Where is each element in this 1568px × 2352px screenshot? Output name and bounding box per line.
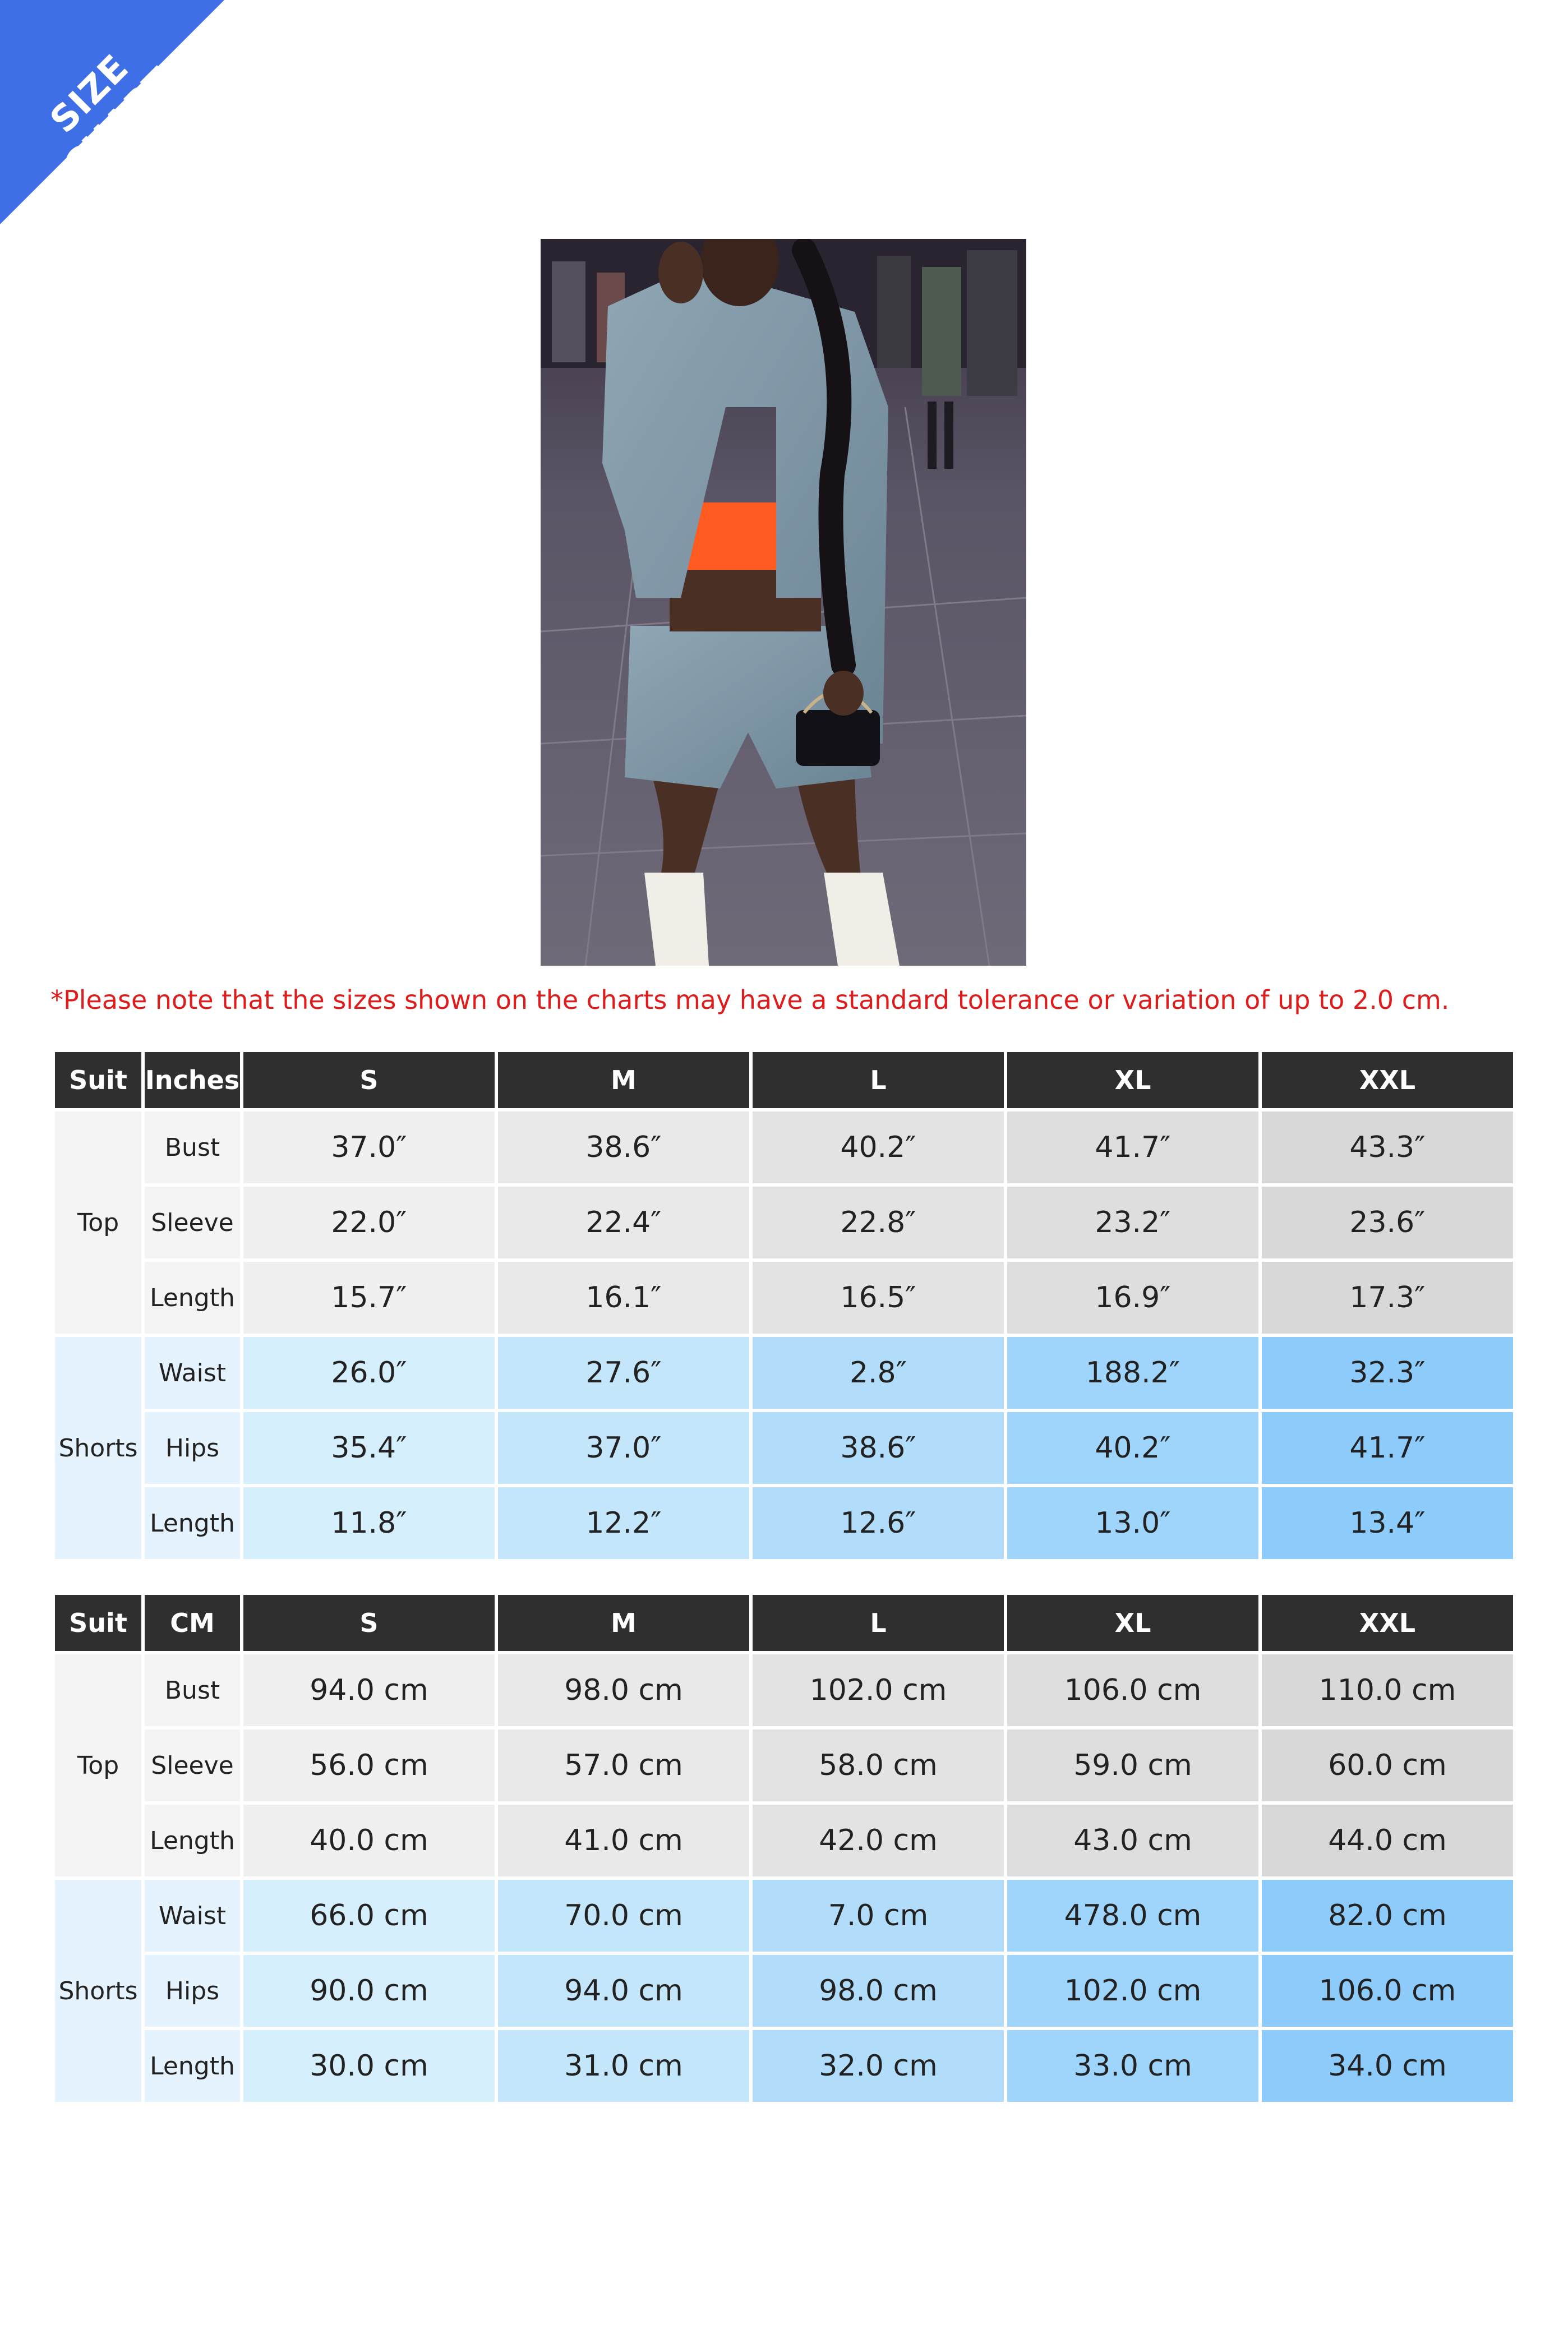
table-cell: 32.0 cm [753, 2030, 1004, 2102]
header-size-xxl: XXL [1262, 1595, 1513, 1651]
size-chart-badge-label: SIZE CHART [42, 47, 182, 187]
table-row [55, 1805, 1513, 1876]
table-cell: 60.0 cm [1262, 1730, 1513, 1801]
header-size-xl: XL [1007, 1595, 1258, 1651]
table-cell: 32.3″ [1262, 1337, 1513, 1409]
table-cell: 102.0 cm [753, 1654, 1004, 1726]
table-cell: 90.0 cm [243, 1955, 495, 2027]
table-header-row [55, 1595, 1513, 1651]
row-label: Hips [145, 1955, 240, 2027]
table-cell: 23.6″ [1262, 1187, 1513, 1258]
table-cell: 41.7″ [1262, 1412, 1513, 1484]
table-cell: 35.4″ [243, 1412, 495, 1484]
table-cell: 38.6″ [498, 1112, 749, 1183]
header-size-xl: XL [1007, 1052, 1258, 1108]
table-cell: 16.5″ [753, 1262, 1004, 1334]
table-cell: 31.0 cm [498, 2030, 749, 2102]
header-size-m: M [498, 1595, 749, 1651]
row-label: Length [145, 1805, 240, 1876]
table-cell: 102.0 cm [1007, 1955, 1258, 2027]
table-cell: 12.6″ [753, 1487, 1004, 1559]
table-row [55, 1262, 1513, 1334]
table-cell: 34.0 cm [1262, 2030, 1513, 2102]
header-size-s: S [243, 1595, 495, 1651]
table-cell: 22.4″ [498, 1187, 749, 1258]
table-cell: 106.0 cm [1262, 1955, 1513, 2027]
row-label: Sleeve [145, 1730, 240, 1801]
table-header-row [55, 1052, 1513, 1108]
table-cell: 16.1″ [498, 1262, 749, 1334]
table-cell: 40.2″ [1007, 1412, 1258, 1484]
table-cell: 110.0 cm [1262, 1654, 1513, 1726]
table-cell: 37.0″ [498, 1412, 749, 1484]
table-cell: 37.0″ [243, 1112, 495, 1183]
table-cell: 12.2″ [498, 1487, 749, 1559]
table-cell: 13.0″ [1007, 1487, 1258, 1559]
row-label: Waist [145, 1337, 240, 1409]
row-label: Waist [145, 1880, 240, 1952]
table-cell: 94.0 cm [498, 1955, 749, 2027]
table-cell: 13.4″ [1262, 1487, 1513, 1559]
header-suit: Suit [55, 1595, 141, 1651]
table-cell: 22.8″ [753, 1187, 1004, 1258]
row-label: Length [145, 1487, 240, 1559]
table-cell: 42.0 cm [753, 1805, 1004, 1876]
table-row [55, 1487, 1513, 1559]
row-label: Bust [145, 1654, 240, 1726]
model-photo-illustration [541, 239, 1026, 966]
row-label: Length [145, 1262, 240, 1334]
table-cell: 15.7″ [243, 1262, 495, 1334]
table-cell: 98.0 cm [753, 1955, 1004, 2027]
header-size-m: M [498, 1052, 749, 1108]
table-cell: 57.0 cm [498, 1730, 749, 1801]
table-cell: 30.0 cm [243, 2030, 495, 2102]
table-cell: 38.6″ [753, 1412, 1004, 1484]
table-cell: 23.2″ [1007, 1187, 1258, 1258]
table-cell: 43.0 cm [1007, 1805, 1258, 1876]
table-cell: 43.3″ [1262, 1112, 1513, 1183]
table-row [55, 1955, 1513, 2027]
table-cell: 17.3″ [1262, 1262, 1513, 1334]
table-cell: 82.0 cm [1262, 1880, 1513, 1952]
table-cell: 2.8″ [753, 1337, 1004, 1409]
table-cell: 58.0 cm [753, 1730, 1004, 1801]
table-row [55, 2030, 1513, 2102]
table-cell: 98.0 cm [498, 1654, 749, 1726]
table-row [55, 1654, 1513, 1726]
group-label-top: Top [55, 1112, 141, 1334]
row-label: Sleeve [145, 1187, 240, 1258]
table-row [55, 1880, 1513, 1952]
table-cell: 59.0 cm [1007, 1730, 1258, 1801]
size-table-inches [52, 1049, 1516, 1562]
table-cell: 33.0 cm [1007, 2030, 1258, 2102]
table-cell: 66.0 cm [243, 1880, 495, 1952]
header-suit: Suit [55, 1052, 141, 1108]
row-label: Hips [145, 1412, 240, 1484]
group-label-shorts: Shorts [55, 1880, 141, 2102]
table-cell: 40.2″ [753, 1112, 1004, 1183]
table-row [55, 1412, 1513, 1484]
header-unit: CM [145, 1595, 240, 1651]
row-label: Length [145, 2030, 240, 2102]
table-row [55, 1337, 1513, 1409]
table-cell: 478.0 cm [1007, 1880, 1258, 1952]
table-cell: 70.0 cm [498, 1880, 749, 1952]
header-size-xxl: XXL [1262, 1052, 1513, 1108]
header-size-s: S [243, 1052, 495, 1108]
table-cell: 56.0 cm [243, 1730, 495, 1801]
table-row [55, 1730, 1513, 1801]
table-cell: 41.7″ [1007, 1112, 1258, 1183]
table-cell: 11.8″ [243, 1487, 495, 1559]
table-cell: 44.0 cm [1262, 1805, 1513, 1876]
header-unit: Inches [145, 1052, 240, 1108]
table-row [55, 1112, 1513, 1183]
size-table-cm [52, 1592, 1516, 2105]
table-cell: 27.6″ [498, 1337, 749, 1409]
table-cell: 16.9″ [1007, 1262, 1258, 1334]
table-cell: 22.0″ [243, 1187, 495, 1258]
table-row [55, 1187, 1513, 1258]
model-photo [541, 239, 1026, 966]
header-size-l: L [753, 1052, 1004, 1108]
table-cell: 94.0 cm [243, 1654, 495, 1726]
row-label: Bust [145, 1112, 240, 1183]
header-size-l: L [753, 1595, 1004, 1651]
group-label-top: Top [55, 1654, 141, 1876]
table-cell: 26.0″ [243, 1337, 495, 1409]
table-cell: 188.2″ [1007, 1337, 1258, 1409]
group-label-shorts: Shorts [55, 1337, 141, 1559]
table-cell: 40.0 cm [243, 1805, 495, 1876]
tolerance-note: *Please note that the sizes shown on the charts may have a standard tolerance or variation of up to 2.0 cm. [50, 985, 1450, 1015]
table-cell: 41.0 cm [498, 1805, 749, 1876]
table-cell: 7.0 cm [753, 1880, 1004, 1952]
table-cell: 106.0 cm [1007, 1654, 1258, 1726]
